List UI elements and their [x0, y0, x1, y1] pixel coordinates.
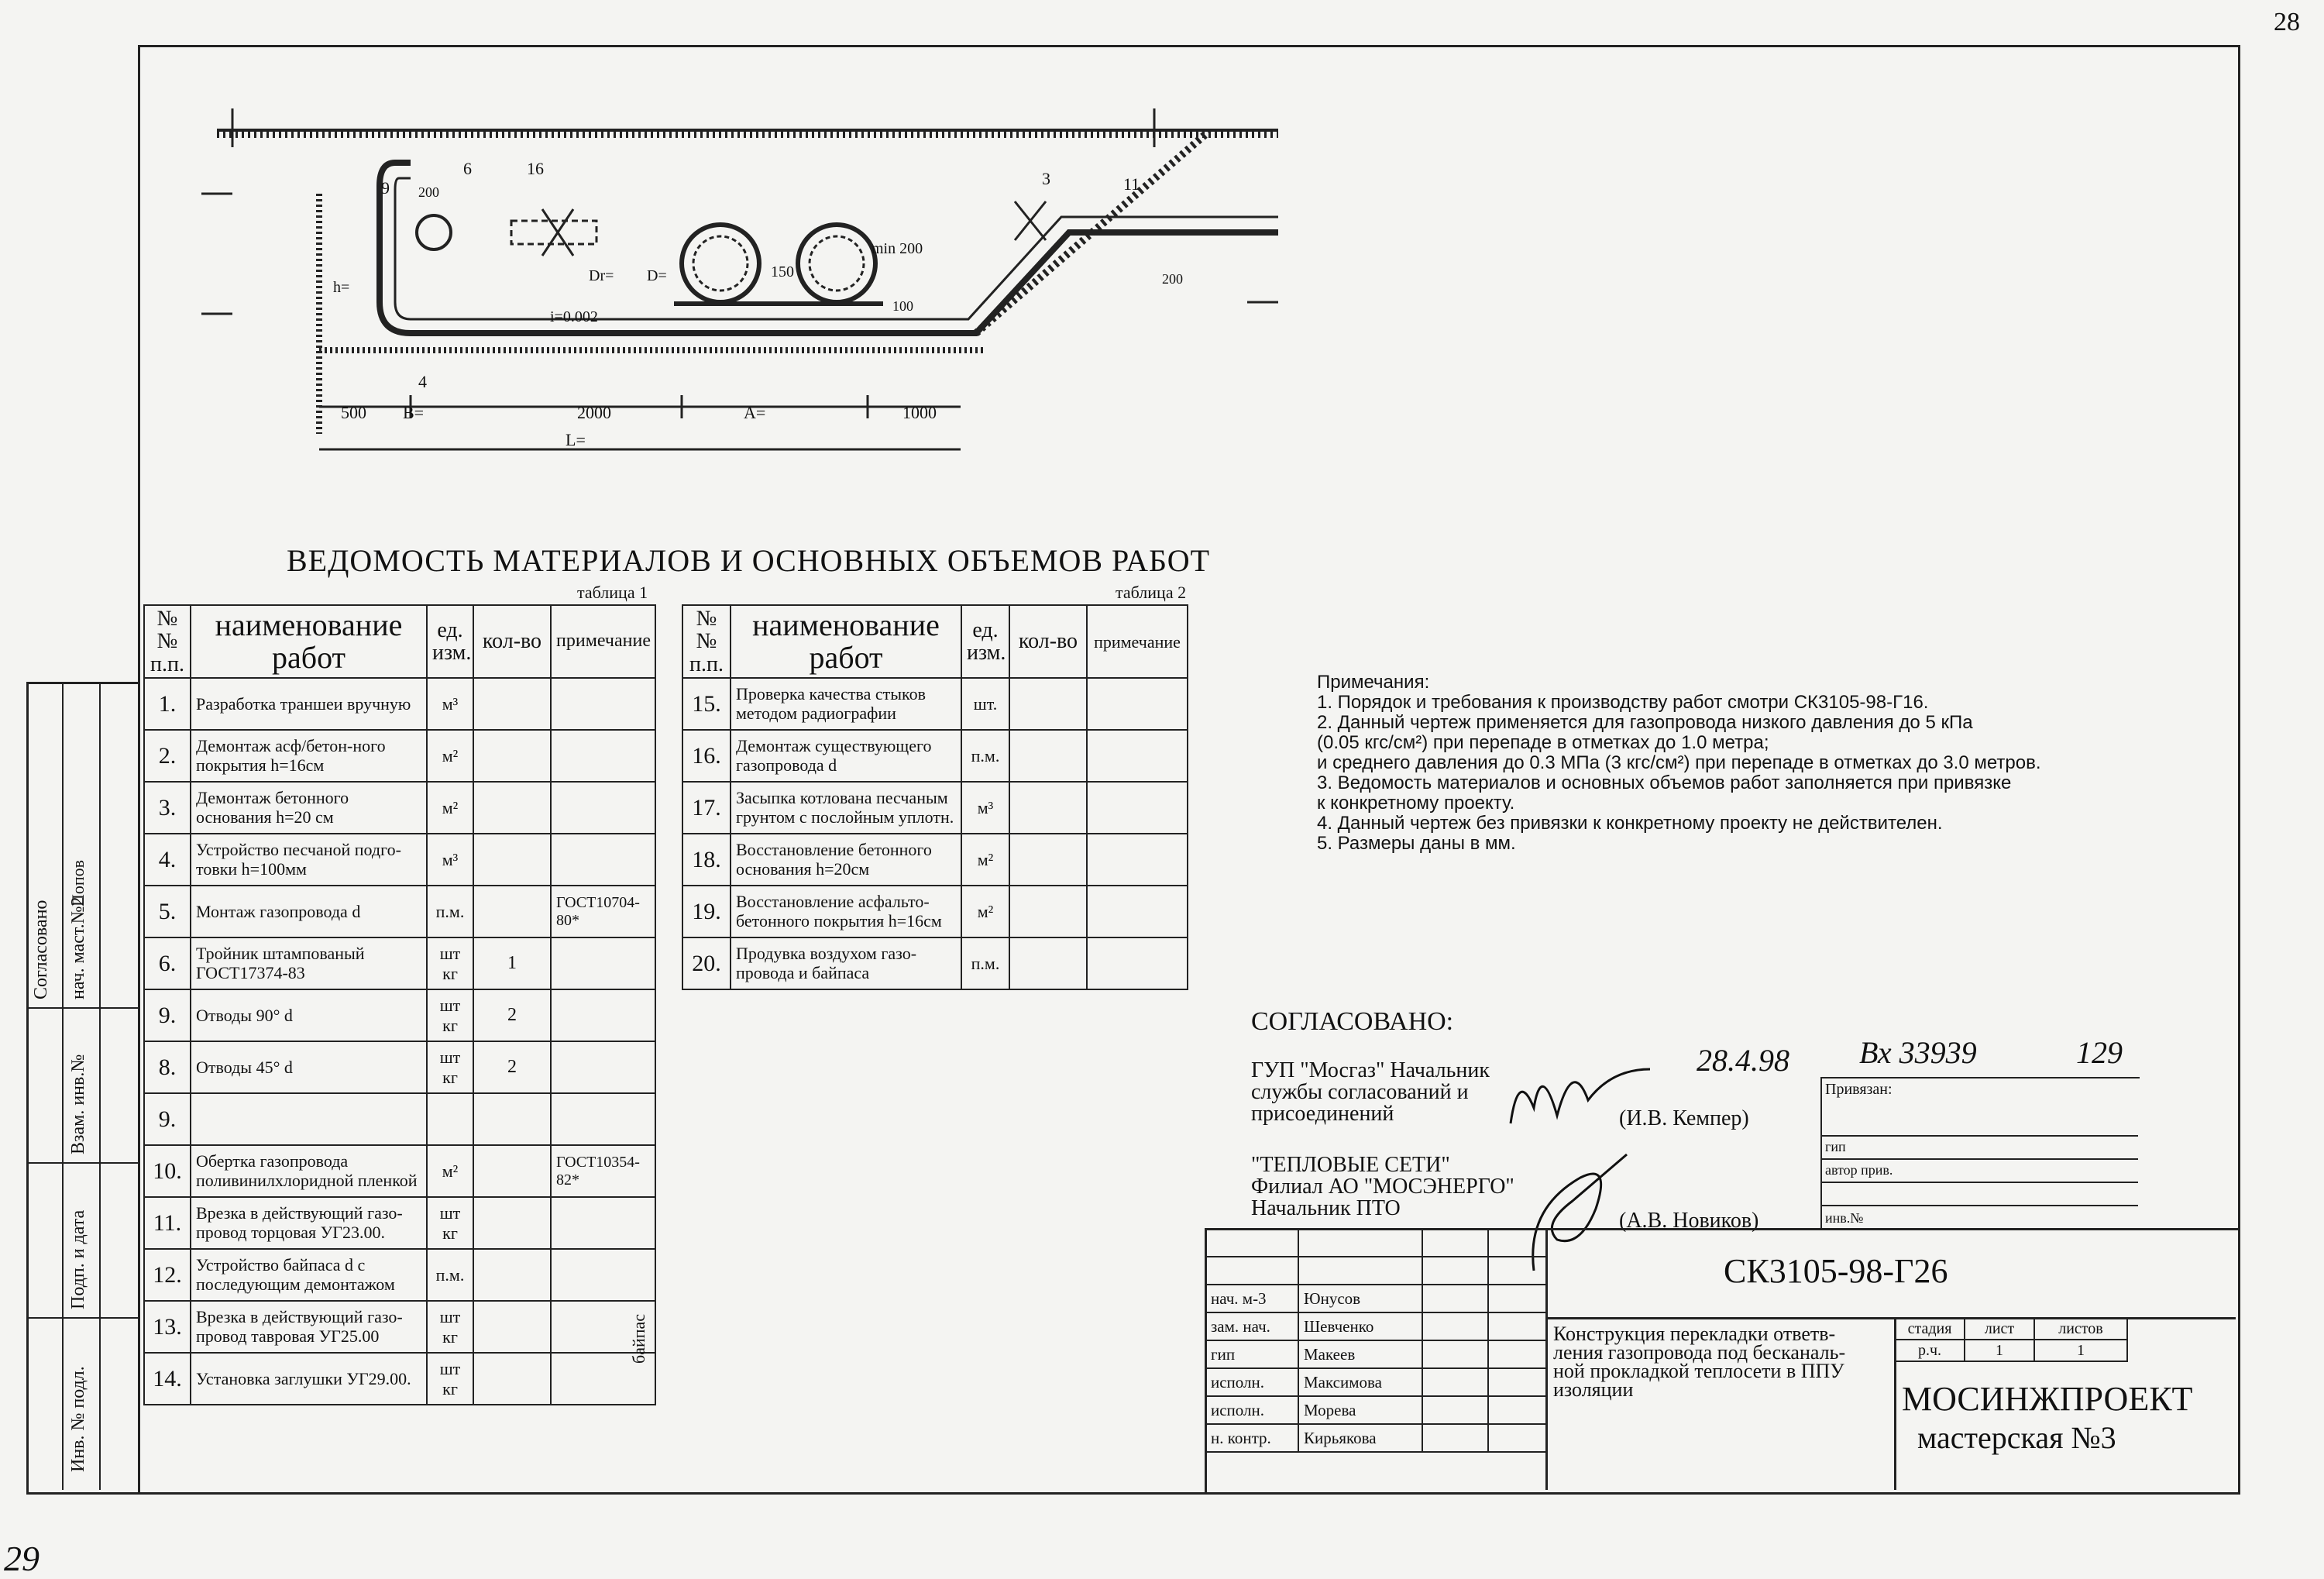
table2-cell-note — [1087, 937, 1188, 989]
table1-cell-num: 6. — [144, 937, 191, 989]
org1-line: службы согласований и — [1251, 1080, 1469, 1104]
table2-cell-name: Восстановление асфальто-бетонного покрытия h=16см — [731, 886, 961, 937]
label-6: 6 — [463, 159, 472, 178]
table2-caption: таблица 2 — [1116, 583, 1187, 602]
table2-cell-qty — [1009, 782, 1087, 834]
dim-500: 500 — [341, 403, 366, 422]
table1-caption: таблица 1 — [577, 583, 648, 602]
table1-cell-note — [551, 937, 655, 989]
heating-pipe-1-inner — [693, 236, 748, 291]
table2-row — [682, 730, 1188, 782]
staff-signature-cell — [1422, 1396, 1488, 1424]
table1-row — [144, 1041, 655, 1093]
table1-cell-qty — [473, 1353, 551, 1405]
cut-pipe — [511, 221, 596, 244]
table1-cell-num: 1. — [144, 678, 191, 730]
staff-role: гип — [1205, 1340, 1298, 1368]
table-title: ВЕДОМОСТЬ МАТЕРИАЛОВ И ОСНОВНЫХ ОБЪЕМОВ РАБОТ — [287, 543, 1211, 578]
dim-1000: 1000 — [902, 403, 937, 422]
table1-cell-unit: м³ — [427, 678, 473, 730]
table2-cell-note — [1087, 886, 1188, 937]
table1-cell-name: Монтаж газопровода d — [191, 886, 427, 937]
table1-cell-num: 8. — [144, 1041, 191, 1093]
title-divider — [1545, 1228, 1548, 1490]
table2-cell-name: Восстановление бетонного основания h=20см — [731, 834, 961, 886]
table1-cell-num: 3. — [144, 782, 191, 834]
table1-header: №№ п.п. — [144, 605, 191, 678]
staff-signature-cell — [1422, 1340, 1488, 1368]
note-line: к конкретному проекту. — [1317, 793, 1515, 814]
binding-line — [1820, 1205, 2138, 1206]
stage-label: стадия — [1895, 1318, 1965, 1340]
table1 — [143, 604, 656, 1405]
binding-author: автор прив. — [1825, 1162, 1893, 1178]
dim-A: A= — [744, 403, 766, 422]
label-4: 4 — [418, 372, 427, 391]
table2-cell-note — [1087, 782, 1188, 834]
strip-popov: Попов — [68, 859, 88, 906]
table1-cell-note: ГОСТ10704-80* — [551, 886, 655, 937]
table1-row — [144, 1249, 655, 1301]
table1-row — [144, 730, 655, 782]
table2-cell-unit: п.м. — [961, 937, 1009, 989]
table1-cell-note — [551, 1093, 655, 1145]
note-line: 4. Данный чертеж без привязки к конкретному проекту не действителен. — [1317, 813, 1943, 834]
table1-cell-unit: шт кг — [427, 989, 473, 1041]
table2-cell-qty — [1009, 886, 1087, 937]
staff-role: исполн. — [1205, 1396, 1298, 1424]
dim-2000: 2000 — [577, 403, 611, 422]
table1-cell-unit: шт кг — [427, 1041, 473, 1093]
label-min200: min 200 — [871, 240, 923, 257]
table1-cell-qty: 1 — [473, 937, 551, 989]
table1-cell-num: 9. — [144, 989, 191, 1041]
staff-name: Кирьякова — [1298, 1424, 1422, 1452]
table1-row — [144, 886, 655, 937]
staff-table — [1205, 1228, 1547, 1453]
handwritten-num: 129 — [2076, 1035, 2123, 1070]
label-11: 11 — [1123, 174, 1140, 194]
org2-line: Филиал АО "МОСЭНЕРГО" — [1251, 1175, 1514, 1199]
binding-box — [1820, 1077, 2140, 1230]
dim-B: B= — [403, 403, 425, 422]
strip-nach: нач. маст.№2 — [68, 896, 88, 999]
table1-row — [144, 937, 655, 989]
drawing-code: СК3105-98-Г26 — [1724, 1252, 1948, 1290]
staff-row — [1205, 1396, 1546, 1424]
table1-cell-name: Обертка газопровода поливинилхлоридной пленкой — [191, 1145, 427, 1197]
label-dr: Dr= — [589, 267, 614, 284]
table1-cell-unit: м² — [427, 1145, 473, 1197]
table1-cell-num: 5. — [144, 886, 191, 937]
pipe-inner — [395, 178, 1278, 319]
approval-person1: (И.В. Кемпер) — [1619, 1106, 1749, 1130]
page-number: 28 — [2274, 8, 2300, 36]
staff-signature-cell — [1488, 1285, 1546, 1312]
table1-cell-note — [551, 989, 655, 1041]
table1-cell-name: Врезка в действующий газо-провод тавровая УГ25.00 — [191, 1301, 427, 1353]
label-150: 150 — [771, 263, 794, 280]
note-line: 2. Данный чертеж применяется для газопровода низкого давления до 5 кПа — [1317, 712, 1973, 733]
table1-cell-name: Установка заглушки УГ29.00. — [191, 1353, 427, 1405]
table1-cell-num: 2. — [144, 730, 191, 782]
table2-row — [682, 937, 1188, 989]
binding-gip: гип — [1825, 1139, 1846, 1154]
table1-cell-name — [191, 1093, 427, 1145]
table1-row — [144, 1197, 655, 1249]
pipe-main — [380, 163, 1278, 333]
note-line: 5. Размеры даны в мм. — [1317, 833, 1516, 854]
table1-cell-qty — [473, 834, 551, 886]
staff-name: Юнусов — [1298, 1285, 1422, 1312]
table1-cell-num: 12. — [144, 1249, 191, 1301]
table2-cell-qty — [1009, 834, 1087, 886]
table1-cell-qty — [473, 1301, 551, 1353]
label-16: 16 — [527, 159, 544, 178]
stage-value: р.ч. — [1895, 1340, 1965, 1361]
notes-title: Примечания: — [1317, 672, 1430, 693]
staff-row — [1205, 1285, 1546, 1312]
table1-cell-num: 13. — [144, 1301, 191, 1353]
table2-cell-name: Демонтаж существующего газопровода d — [731, 730, 961, 782]
strip-line — [26, 1007, 138, 1009]
table1-cell-name: Тройник штампованый ГОСТ17374-83 — [191, 937, 427, 989]
table2-cell-unit: п.м. — [961, 730, 1009, 782]
approval-person2: (А.В. Новиков) — [1619, 1209, 1759, 1233]
table1-row — [144, 678, 655, 730]
table1-row — [144, 782, 655, 834]
staff-signature-cell — [1422, 1424, 1488, 1452]
sheet-value: 1 — [1965, 1340, 2034, 1361]
table2-header: примечание — [1087, 605, 1188, 678]
sheets-value: 1 — [2034, 1340, 2127, 1361]
table1-cell-num: 14. — [144, 1353, 191, 1405]
binding-inv: инв.№ — [1825, 1210, 1864, 1226]
table2-header: ед. изм. — [961, 605, 1009, 678]
strip-line — [26, 1162, 138, 1164]
table1-cell-qty: 2 — [473, 1041, 551, 1093]
staff-signature-cell — [1422, 1368, 1488, 1396]
label-200b: 200 — [1162, 271, 1183, 287]
label-9: 9 — [381, 178, 390, 198]
description-line: ления газопровода под бесканаль- — [1553, 1341, 1846, 1364]
table1-cell-unit: п.м. — [427, 886, 473, 937]
strip-line — [62, 682, 64, 1490]
table1-row — [144, 834, 655, 886]
table2-cell-unit: м² — [961, 886, 1009, 937]
table1-row — [144, 1353, 655, 1405]
table1-cell-name: Устройство песчаной подго-товки h=100мм — [191, 834, 427, 886]
bypass-label: байпас — [629, 1313, 648, 1364]
staff-signature-cell — [1488, 1396, 1546, 1424]
table2-cell-note — [1087, 834, 1188, 886]
table1-cell-qty — [473, 1197, 551, 1249]
table2-header: №№ п.п. — [682, 605, 731, 678]
table1-cell-name: Демонтаж бетонного основания h=20 см — [191, 782, 427, 834]
staff-signature-cell — [1488, 1368, 1546, 1396]
table1-cell-name: Разработка траншеи вручную — [191, 678, 427, 730]
table1-cell-unit: шт кг — [427, 937, 473, 989]
table1-row — [144, 989, 655, 1041]
table1-cell-unit: м³ — [427, 834, 473, 886]
org1-line: присоединений — [1251, 1102, 1394, 1126]
label-h: h= — [333, 279, 350, 296]
table2-cell-name: Продувка воздухом газо-провода и байпаса — [731, 937, 961, 989]
label-d: D= — [647, 267, 667, 284]
signature-1 — [1503, 1054, 1658, 1139]
table2-cell-unit: шт. — [961, 678, 1009, 730]
org1-line: ГУП "Мосгаз" Начальник — [1251, 1058, 1490, 1082]
table1-cell-unit: шт кг — [427, 1353, 473, 1405]
table1-cell-num: 11. — [144, 1197, 191, 1249]
binding-privyazan: Привязан: — [1825, 1081, 1893, 1098]
table1-cell-qty — [473, 730, 551, 782]
description-line: ной прокладкой теплосети в ППУ — [1553, 1360, 1844, 1382]
label-100: 100 — [892, 298, 913, 314]
table1-cell-qty — [473, 782, 551, 834]
staff-signature-cell — [1488, 1312, 1546, 1340]
table2-cell-num: 17. — [682, 782, 731, 834]
table1-cell-unit: м² — [427, 730, 473, 782]
handwritten-date: 28.4.98 — [1697, 1043, 1789, 1078]
title-divider — [1545, 1317, 2236, 1319]
strip-podp: Подп. и дата — [68, 1209, 88, 1309]
table1-cell-note — [551, 1249, 655, 1301]
table1-cell-name: Демонтаж асф/бетон-ного покрытия h=16см — [191, 730, 427, 782]
table2-cell-num: 16. — [682, 730, 731, 782]
table2-cell-num: 18. — [682, 834, 731, 886]
staff-name: Макеев — [1298, 1340, 1422, 1368]
table1-row — [144, 1093, 655, 1145]
table2-cell-num: 19. — [682, 886, 731, 937]
table2-cell-note — [1087, 678, 1188, 730]
table2-cell-unit: м³ — [961, 782, 1009, 834]
strip-line — [99, 682, 101, 1490]
table1-cell-qty: 2 — [473, 989, 551, 1041]
staff-row — [1205, 1312, 1546, 1340]
table2-row — [682, 678, 1188, 730]
strip-inv: Инв. № подл. — [68, 1366, 88, 1472]
corner-number: 29 — [4, 1539, 40, 1578]
strip-line — [26, 1317, 138, 1319]
strip-vzam: Взам. инв.№ — [68, 1054, 88, 1154]
note-line: (0.05 кгс/см²) при перепаде в отметках до 1.0 метра; — [1317, 732, 1769, 753]
table2-cell-num: 20. — [682, 937, 731, 989]
table1-row — [144, 1145, 655, 1197]
staff-signature-cell — [1422, 1285, 1488, 1312]
staff-name: Морева — [1298, 1396, 1422, 1424]
staff-row — [1205, 1340, 1546, 1368]
label-slope: i=0.002 — [550, 308, 598, 325]
table2-cell-name: Проверка качества стыков методом радиографии — [731, 678, 961, 730]
note-line: 3. Ведомость материалов и основных объемов работ заполняется при привязке — [1317, 772, 2012, 793]
table1-cell-unit: шт кг — [427, 1301, 473, 1353]
table1-header: примечание — [551, 605, 655, 678]
table1-cell-note — [551, 1197, 655, 1249]
table2-row — [682, 886, 1188, 937]
staff-row — [1205, 1368, 1546, 1396]
approval-org2 — [1251, 1154, 1514, 1220]
staff-name: Максимова — [1298, 1368, 1422, 1396]
table2-cell-name: Засыпка котлована песчаным грунтом с послойным уплотн. — [731, 782, 961, 834]
table2-header: кол-во — [1009, 605, 1087, 678]
table1-row — [144, 1301, 655, 1353]
table1-cell-unit: шт кг — [427, 1197, 473, 1249]
drawing-description — [1553, 1325, 1845, 1399]
table2-cell-qty — [1009, 937, 1087, 989]
table1-cell-unit: м² — [427, 782, 473, 834]
table1-cell-qty — [473, 1145, 551, 1197]
table2-cell-qty — [1009, 678, 1087, 730]
notes — [1317, 673, 2041, 854]
table2 — [682, 604, 1188, 990]
staff-role: нач. м-3 — [1205, 1285, 1298, 1312]
binding-line — [1820, 1135, 2138, 1137]
table1-header: кол-во — [473, 605, 551, 678]
staff-role: н. контр. — [1205, 1424, 1298, 1452]
table2-cell-note — [1087, 730, 1188, 782]
table1-cell-note — [551, 730, 655, 782]
table1-cell-note: ГОСТ10354-82* — [551, 1145, 655, 1197]
table1-cell-note — [551, 678, 655, 730]
org2-line: Начальник ПТО — [1251, 1196, 1401, 1220]
staff-role: исполн. — [1205, 1368, 1298, 1396]
table1-cell-note — [551, 1041, 655, 1093]
table1-header: ед. изм. — [427, 605, 473, 678]
table1-cell-num: 4. — [144, 834, 191, 886]
table1-cell-name: Устройство байпаса d с последующим демонтажом — [191, 1249, 427, 1301]
table1-cell-note — [551, 834, 655, 886]
table1-cell-name: Отводы 45° d — [191, 1041, 427, 1093]
table1-cell-unit — [427, 1093, 473, 1145]
note-line: и среднего давления до 0.3 МПа (3 кгс/см²) при перепаде в отметках до 3.0 метров. — [1317, 752, 2041, 773]
table2-cell-unit: м² — [961, 834, 1009, 886]
table1-cell-num: 9. — [144, 1093, 191, 1145]
table1-cell-qty — [473, 1093, 551, 1145]
table2-row — [682, 834, 1188, 886]
company-name: МОСИНЖПРОЕКТ — [1902, 1380, 2193, 1418]
staff-name: Шевченко — [1298, 1312, 1422, 1340]
staff-signature-cell — [1488, 1424, 1546, 1452]
stage-table — [1894, 1317, 2128, 1362]
label-3: 3 — [1042, 169, 1050, 188]
table1-header: наименование работ — [191, 605, 427, 678]
table1-cell-name: Отводы 90° d — [191, 989, 427, 1041]
table2-cell-num: 15. — [682, 678, 731, 730]
org2-line: "ТЕПЛОВЫЕ СЕТИ" — [1251, 1153, 1450, 1177]
staff-signature-cell — [1422, 1312, 1488, 1340]
staff-role: зам. нач. — [1205, 1312, 1298, 1340]
table2-cell-qty — [1009, 730, 1087, 782]
table2-row — [682, 782, 1188, 834]
sheet-label: лист — [1965, 1318, 2034, 1340]
binding-line — [1820, 1182, 2138, 1183]
table1-cell-note — [551, 782, 655, 834]
table1-cell-qty — [473, 678, 551, 730]
tee-circle — [417, 215, 451, 249]
table1-cell-num: 10. — [144, 1145, 191, 1197]
handwritten-ref: Вх 33939 — [1859, 1035, 1977, 1070]
heating-pipe-2-inner — [810, 236, 864, 291]
dim-L: L= — [566, 430, 586, 449]
description-line: Конструкция перекладки ответв- — [1553, 1323, 1836, 1345]
staff-signature-cell — [1488, 1340, 1546, 1368]
approval-title: СОГЛАСОВАНО: — [1251, 1007, 1454, 1036]
staff-row — [1205, 1424, 1546, 1452]
table1-cell-qty — [473, 886, 551, 937]
binding-line — [1820, 1158, 2138, 1160]
sheets-label: листов — [2034, 1318, 2127, 1340]
label-200: 200 — [418, 184, 439, 200]
table2-header: наименование работ — [731, 605, 961, 678]
table1-cell-unit: п.м. — [427, 1249, 473, 1301]
strip-soglasovano: Согласовано — [31, 900, 51, 999]
table1-cell-qty — [473, 1249, 551, 1301]
approval-org1 — [1251, 1060, 1490, 1125]
workshop-name: мастерская №3 — [1917, 1420, 2116, 1455]
note-line: 1. Порядок и требования к производству работ смотри СК3105-98-Г16. — [1317, 692, 1929, 713]
description-line: изоляции — [1553, 1378, 1634, 1401]
table1-cell-name: Врезка в действующий газо-провод торцовая УГ23.00. — [191, 1197, 427, 1249]
